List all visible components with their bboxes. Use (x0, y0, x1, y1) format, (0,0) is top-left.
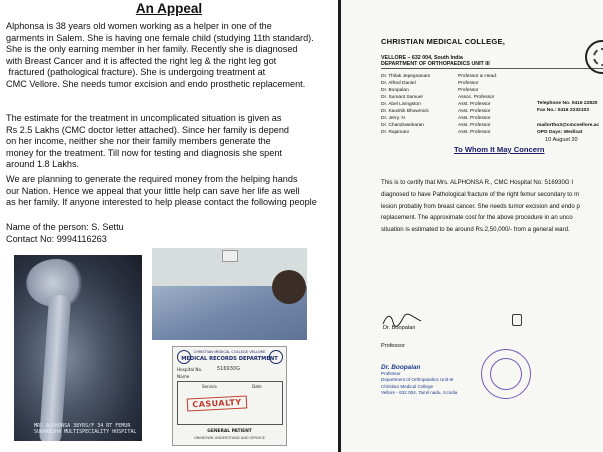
staff-name: Dr. Sumant Samuel (381, 95, 423, 101)
staff-role: Asst. Professor (458, 123, 491, 129)
staff-role: Professor (458, 88, 479, 94)
xray-image (14, 255, 142, 441)
xray-femur-shaft (39, 294, 71, 441)
staff-role: Asst. Professor (458, 102, 491, 108)
staff-name: Dr. Alfred Daniel (381, 81, 416, 87)
medical-record-card (172, 346, 287, 446)
small-seal-icon (512, 314, 522, 326)
appeal-line: on her income, neither she nor their family members generate the (6, 136, 271, 147)
letter-body-line: replacement. The approximate cost for the above procedure in an unco (381, 214, 573, 222)
staff-role: Asst. Professor (458, 109, 491, 115)
appeal-line: as her family. If anyone interested to help please contact the following people (6, 197, 317, 208)
appeal-line: garments in Salem. She is having one female child (studying 11th standard). (6, 32, 314, 43)
appeal-title: An Appeal (135, 1, 203, 16)
appeal-line: CMC Vellore. She needs tumor excision and endo prosthetic replacement. (6, 78, 306, 89)
card-name-label: Name (177, 374, 190, 379)
card-hospital-no-label: Hospital No. (177, 367, 203, 372)
staff-role: Professor & Head. (458, 74, 498, 79)
letter-body-line: This is to certify that Mrs. ALPHONSA R., CMC Hospital No: 516930G I (381, 179, 574, 186)
card-col-service: Service (202, 384, 217, 389)
staff-role: Asst. Professor (458, 116, 491, 122)
appeal-line: Alphonsa is 38 years old women working as a helper in one of the (6, 21, 272, 31)
xray-caption (34, 423, 136, 435)
stamp-line: Department of Orthopaedics Unit-III (381, 377, 454, 383)
card-footer-note: UNKNOWN UNDERSTAND AND SERVICE (194, 436, 265, 440)
cmc-letter (341, 0, 603, 452)
staff-name: Dr. Abel Livingston (381, 102, 421, 108)
letter-date: 10 August 20 (545, 137, 578, 143)
stamp-line: Christian Medical College (381, 383, 434, 389)
staff-role: Assoc. Professor (458, 95, 495, 101)
appeal-paragraph-estimate (6, 113, 334, 171)
letter-email: mailortho3@cmcvellore.ac (537, 122, 600, 128)
card-footer-title: GENERAL PATIENT (207, 429, 252, 434)
appeal-contact (6, 222, 334, 245)
letter-body-line: lesion probably from breast cancer. She needs tumor excision and endo p (381, 202, 580, 210)
contact-number: Contact No: 9994116263 (6, 233, 107, 244)
xray-caption-line: SURAKKSHA MULTISPECIALITY HOSPITAL (34, 429, 137, 435)
staff-name: Dr. Jerry. N (381, 116, 405, 122)
staff-name: Dr. Chandrasekaran (381, 123, 424, 129)
card-hospital-no: 516930G (217, 366, 240, 372)
letter-fax: Fax No.: 0416 2232103 (537, 108, 589, 114)
stamp-line: Professor (381, 371, 401, 377)
appeal-paragraph-story (6, 21, 334, 91)
staff-name: Dr. Thilak Jepegnanam (381, 74, 431, 79)
appeal-line: with Breast Cancer and it is affected the right leg & the right leg got (6, 55, 277, 66)
round-seal-icon (481, 349, 531, 399)
contact-spacer (537, 115, 599, 122)
letter-contact-block (537, 100, 599, 137)
appeal-line: The estimate for the treatment in uncomplicated situation is given as (6, 113, 282, 123)
letter-department: DEPARTMENT OF ORTHOPAEDICS UNIT III (381, 61, 490, 67)
patient-bed-photo (152, 248, 307, 340)
contact-name: Name of the person: S. Settu (6, 222, 124, 232)
staff-role: Professor (458, 81, 479, 87)
letter-college-name: CHRISTIAN MEDICAL COLLEGE, (381, 37, 506, 46)
xray-caption-line: MRS ALPHONSA 38YRS/F 34 RT FEMUR (34, 423, 131, 429)
appeal-line: Rs 2.5 Lakhs (CMC doctor letter attached). Since her family is depend (6, 124, 290, 135)
letter-body (381, 177, 580, 236)
letter-body-line: situation is estimated to be around Rs.2,50,000/- from a general ward. (381, 226, 570, 234)
stamp-line: Dr. Boopalan (381, 364, 421, 371)
appeal-line: money for the treatment. Till now for testing and diagnosis she spent (6, 147, 282, 158)
doctor-stamp (381, 365, 457, 396)
photo-switch-panel (222, 250, 238, 262)
signatory-designation: Professor (381, 343, 405, 349)
stamp-line: Vellore - 632 004, Tamil nadu, S.India (381, 389, 458, 395)
appeal-line: She is the only earning member in her family. Recently she is diagnosed (6, 44, 298, 55)
appeal-line: fractured (pathological fracture). She is undergoing treatment at (6, 67, 266, 78)
letter-telephone: Telephone No. 0416 22820 (537, 101, 598, 106)
letterhead-rule (381, 68, 603, 69)
staff-name: Dr. Boopalan (381, 88, 409, 94)
photo-patient-head (272, 270, 306, 304)
card-col-date: Date (252, 384, 262, 389)
staff-name: Dr. Rajamani (381, 130, 409, 136)
signatory-name: Dr. Boopalan (383, 325, 416, 331)
appeal-line: around 1.8 Lakhs. (6, 159, 80, 170)
casualty-stamp: CASUALTY (187, 395, 248, 411)
appeal-paragraph-request (6, 174, 334, 209)
appeal-line: our Nation. Hence we appeal that your little help can save her life as well (6, 185, 300, 196)
letter-body-line: diagnosed to have Pathological fracture of the right femur secondary to m (381, 190, 580, 198)
card-header-college: CHRISTIAN MEDICAL COLLEGE VELLORE (193, 350, 266, 354)
letter-heading: To Whom It May Concern (454, 145, 545, 154)
staff-name: Dr. Kaushik Bhowmick (381, 109, 429, 115)
letter-opd-days: OPD Days: Wed/sat (537, 130, 583, 136)
card-header-department: MEDICAL RECORDS DEPARTMENT (181, 356, 278, 362)
appeal-line: We are planning to generate the required money from the helping hands (6, 174, 298, 184)
staff-role: Asst. Professor (458, 130, 491, 136)
letter-address: VELLORE – 632 004, South India (381, 55, 463, 61)
